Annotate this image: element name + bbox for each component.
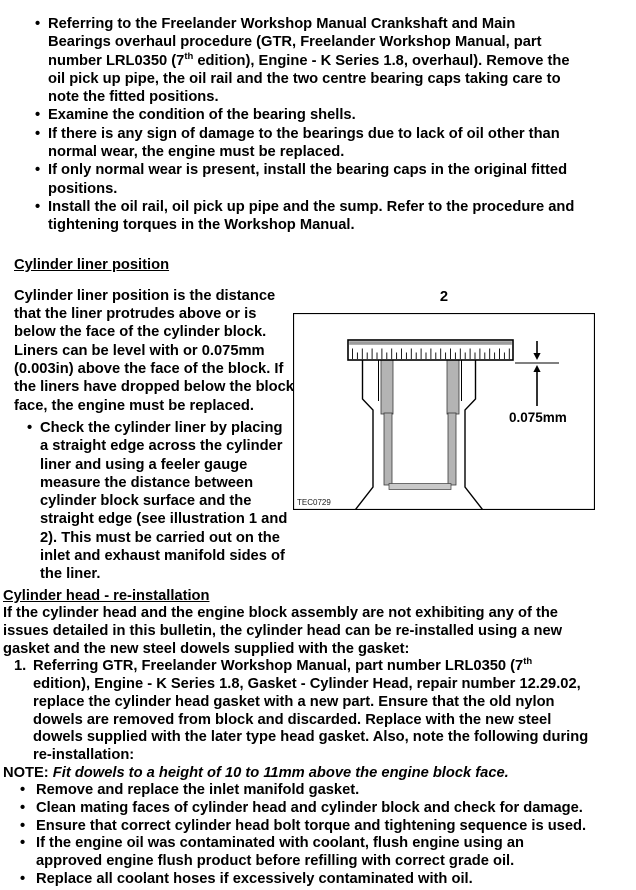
note-line <box>3 765 603 783</box>
list-item: • If there is any sign of damage to the bearings due to lack of oil other than normal wear, the engine must be replaced. <box>48 125 578 162</box>
liner-paragraph: Cylinder liner position is the distance that the liner protrudes above or is below the face of the cylinder block. Liners can be level with or 0.075mm (0.003in) above the face of the block. If the liners have dropped below the block face, the engine must be replaced. <box>14 287 294 414</box>
liner-check-list <box>40 419 292 584</box>
list-item-text: edition), Engine - K Series 1.8, overhaul). Remove the oil pick up pipe, the oil rail and the two centre bearing caps taking care to note the fitted positions. <box>48 52 570 106</box>
reinstallation-checklist <box>36 782 591 888</box>
bore-bottom-bar <box>389 484 451 490</box>
list-item: • Install the oil rail, oil pick up pipe and the sump. Refer to the procedure and tightening torques in the Workshop Manual. <box>48 198 578 235</box>
list-item: • Replace all coolant hoses if excessively contaminated with oil. <box>36 871 591 889</box>
list-item: • Remove and replace the inlet manifold gasket. <box>36 782 591 800</box>
section-cylinder-liner-position <box>14 256 636 584</box>
ruler-top-band <box>349 341 512 345</box>
ordinal-superscript: th <box>523 656 533 668</box>
list-item: • Ensure that correct cylinder head bolt torque and tightening sequence is used. <box>36 818 591 836</box>
list-item: • If only normal wear is present, install the bearing caps in the original fitted positions. <box>48 161 578 198</box>
section-heading: Cylinder head - re-installation <box>3 587 210 604</box>
two-column-layout <box>14 274 636 584</box>
list-item: • Clean mating faces of cylinder head and cylinder block and check for damage. <box>36 800 591 818</box>
note-label: NOTE: <box>3 764 49 781</box>
step-item <box>14 656 593 764</box>
list-item: • If the engine oil was contaminated with coolant, flush engine using an approved engine flush product before refilling with correct grade oil. <box>36 835 591 870</box>
crankshaft-procedure-list <box>48 15 578 235</box>
list-item: • Check the cylinder liner by placing a straight edge across the cylinder liner and using a feeler gauge measure the distance between cylinder block surface and the straight edge (see illustration 1 and 2). This must be carried out on the inlet and exhaust manifold sides of the liner. <box>40 419 292 584</box>
section-cylinder-head-reinstallation <box>3 588 603 889</box>
step-number: 1. <box>14 658 27 675</box>
figure-column <box>293 274 595 584</box>
head-intro-paragraph: If the cylinder head and the engine block assembly are not exhibiting any of the issues detailed in this bulletin, the cylinder head can be re-installed using a new gasket and the new steel dowels supplied with the gasket: <box>3 605 563 657</box>
step-text: Referring GTR, Freelander Workshop Manual, part number LRL0350 (7 <box>33 658 524 675</box>
list-item-text: Referring to the Freelander Workshop Manual Crankshaft and Main Bearings overhaul procedure (GTR, Freelander Workshop Manual, part number LRL0350 (7 <box>48 16 542 69</box>
ordinal-superscript: th <box>184 50 194 62</box>
figure-reference-code: TEC0729 <box>297 498 331 508</box>
reinstallation-steps <box>3 658 593 764</box>
list-item <box>48 15 578 106</box>
step-text: edition), Engine - K Series 1.8, Gasket - Cylinder Head, repair number 12.29.02, replace the cylinder head gasket with a new part. Ensure that the old nylon dowels are removed from block and discarded. Replace with the new steel dowels supplied with the later type head gasket. Also, note the following during re-installation: <box>33 676 589 763</box>
figure-number: 2 <box>439 288 449 305</box>
note-text: Fit dowels to a height of 10 to 11mm above the engine block face. <box>52 764 509 781</box>
dimension-label: 0.075mm <box>509 410 567 426</box>
list-item: • Examine the condition of the bearing shells. <box>48 106 578 124</box>
liner-measurement-figure <box>293 313 595 510</box>
liner-text-column <box>14 274 296 584</box>
section-heading: Cylinder liner position <box>14 256 170 273</box>
